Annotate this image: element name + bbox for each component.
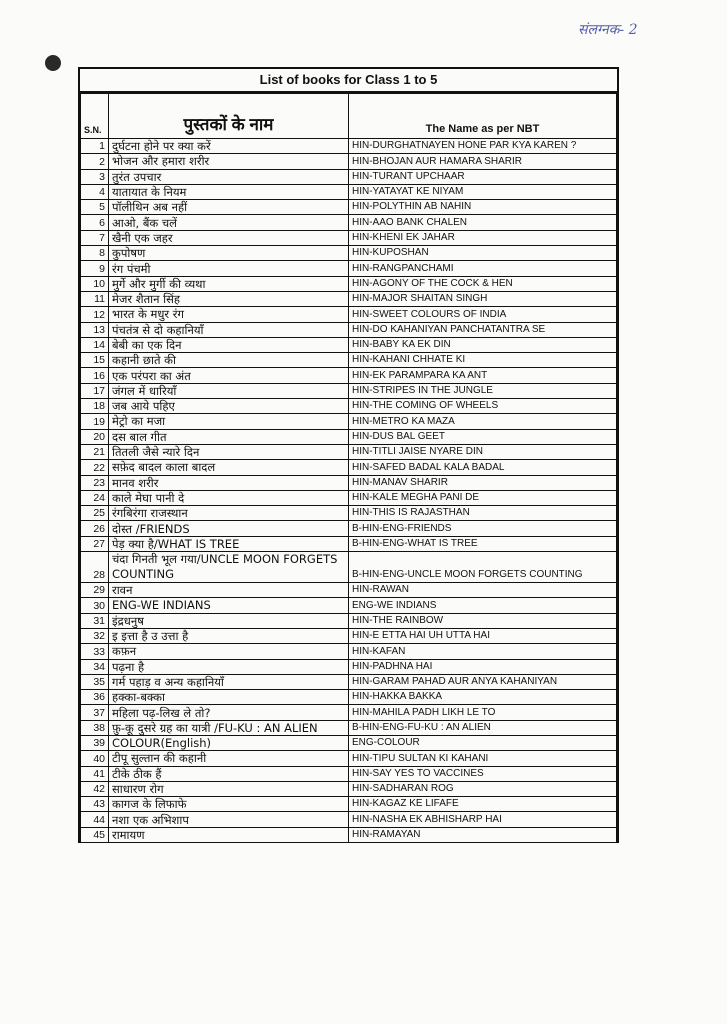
row-nbt-name: HIN-KAHANI CHHATE KI [349, 353, 617, 368]
header-sn: S.N. [81, 94, 109, 139]
row-hindi-name: दुर्घटना होने पर क्या करें [109, 139, 349, 154]
row-nbt-name: HIN-PADHNA HAI [349, 659, 617, 674]
row-hindi-name: रंगबिरंगा राजस्थान [109, 506, 349, 521]
row-sn: 44 [81, 812, 109, 827]
header-nbt-name: The Name as per NBT [349, 94, 617, 139]
row-nbt-name: HIN-SADHARAN ROG [349, 781, 617, 796]
row-hindi-name: तितली जैसे न्यारे दिन [109, 444, 349, 459]
row-hindi-name: कफ़न [109, 644, 349, 659]
row-sn: 19 [81, 414, 109, 429]
row-hindi-name: मेट्रो का मजा [109, 414, 349, 429]
book-list-sheet [78, 67, 619, 843]
table-row [81, 475, 617, 490]
table-row [81, 628, 617, 643]
row-sn: 5 [81, 200, 109, 215]
row-sn: 4 [81, 184, 109, 199]
row-hindi-name: ENG-WE INDIANS [109, 598, 349, 613]
row-sn: 2 [81, 154, 109, 169]
row-hindi-name: मेजर शैतान सिंह [109, 291, 349, 306]
row-nbt-name: HIN-GARAM PAHAD AUR ANYA KAHANIYAN [349, 674, 617, 689]
table-row [81, 139, 617, 154]
row-hindi-name: इ इत्ता है उ उत्ता है [109, 628, 349, 643]
row-sn: 16 [81, 368, 109, 383]
row-sn: 28 [81, 552, 109, 583]
row-nbt-name: HIN-TITLI JAISE NYARE DIN [349, 444, 617, 459]
table-row [81, 720, 617, 735]
row-sn: 7 [81, 230, 109, 245]
row-hindi-name: भोजन और हमारा शरीर [109, 154, 349, 169]
table-row [81, 827, 617, 842]
row-hindi-name: कागज के लिफाफे [109, 797, 349, 812]
table-row [81, 230, 617, 245]
row-nbt-name: HIN-BHOJAN AUR HAMARA SHARIR [349, 154, 617, 169]
table-row [81, 353, 617, 368]
table-row [81, 521, 617, 536]
table-row [81, 429, 617, 444]
row-sn: 15 [81, 353, 109, 368]
row-hindi-name: एक परंपरा का अंत [109, 368, 349, 383]
row-nbt-name: HIN-SAY YES TO VACCINES [349, 766, 617, 781]
row-hindi-name: भारत के मधुर रंग [109, 307, 349, 322]
row-hindi-name: पढ़ना है [109, 659, 349, 674]
row-hindi-name: हक्का-बक्का [109, 690, 349, 705]
table-row [81, 735, 617, 750]
row-nbt-name: HIN-THE COMING OF WHEELS [349, 399, 617, 414]
row-nbt-name: HIN-KUPOSHAN [349, 246, 617, 261]
row-hindi-name: COLOUR(English) [109, 735, 349, 750]
row-nbt-name: HIN-AGONY OF THE COCK & HEN [349, 276, 617, 291]
row-hindi-name: मुर्गे और मुर्गी की व्यथा [109, 276, 349, 291]
row-nbt-name: B-HIN-ENG-FRIENDS [349, 521, 617, 536]
table-row [81, 644, 617, 659]
row-nbt-name: HIN-SWEET COLOURS OF INDIA [349, 307, 617, 322]
punch-hole [45, 55, 61, 71]
row-hindi-name: कहानी छाते की [109, 353, 349, 368]
table-row [81, 766, 617, 781]
row-nbt-name: HIN-EK PARAMPARA KA ANT [349, 368, 617, 383]
row-sn: 30 [81, 598, 109, 613]
row-sn: 32 [81, 628, 109, 643]
row-nbt-name: HIN-RANGPANCHAMI [349, 261, 617, 276]
row-nbt-name: HIN-RAMAYAN [349, 827, 617, 842]
row-nbt-name: HIN-MANAV SHARIR [349, 475, 617, 490]
row-nbt-name: HIN-E ETTA HAI UH UTTA HAI [349, 628, 617, 643]
table-row [81, 200, 617, 215]
row-nbt-name: HIN-DURGHATNAYEN HONE PAR KYA KAREN ? [349, 139, 617, 154]
row-nbt-name: HIN-MAJOR SHAITAN SINGH [349, 291, 617, 306]
table-row [81, 751, 617, 766]
table-row [81, 276, 617, 291]
table-row [81, 705, 617, 720]
row-hindi-name: फ़ु-कू दुसरे ग्रह का यात्री /FU-KU : AN ALIEN [109, 720, 349, 735]
row-sn: 39 [81, 735, 109, 750]
row-sn: 10 [81, 276, 109, 291]
table-row [81, 460, 617, 475]
row-nbt-name: B-HIN-ENG-WHAT IS TREE [349, 536, 617, 551]
table-row [81, 169, 617, 184]
table-row [81, 536, 617, 551]
row-sn: 27 [81, 536, 109, 551]
row-sn: 11 [81, 291, 109, 306]
row-sn: 21 [81, 444, 109, 459]
row-nbt-name: ENG-WE INDIANS [349, 598, 617, 613]
table-row [81, 659, 617, 674]
table-row [81, 261, 617, 276]
row-nbt-name: HIN-METRO KA MAZA [349, 414, 617, 429]
row-nbt-name: HIN-HAKKA BAKKA [349, 690, 617, 705]
row-sn: 14 [81, 337, 109, 352]
table-row [81, 613, 617, 628]
row-sn: 23 [81, 475, 109, 490]
row-hindi-name: चंदा गिनती भूल गया/UNCLE MOON FORGETS COUNTING [109, 552, 349, 583]
table-row [81, 322, 617, 337]
table-row [81, 414, 617, 429]
table-row [81, 246, 617, 261]
row-sn: 40 [81, 751, 109, 766]
row-nbt-name: HIN-THE RAINBOW [349, 613, 617, 628]
table-row [81, 184, 617, 199]
row-sn: 45 [81, 827, 109, 842]
table-row [81, 399, 617, 414]
row-nbt-name: ENG-COLOUR [349, 735, 617, 750]
row-sn: 43 [81, 797, 109, 812]
row-hindi-name: बेबी का एक दिन [109, 337, 349, 352]
row-nbt-name: HIN-KAFAN [349, 644, 617, 659]
row-sn: 36 [81, 690, 109, 705]
row-nbt-name: HIN-SAFED BADAL KALA BADAL [349, 460, 617, 475]
row-sn: 9 [81, 261, 109, 276]
table-row [81, 506, 617, 521]
row-sn: 12 [81, 307, 109, 322]
table-row [81, 383, 617, 398]
row-sn: 38 [81, 720, 109, 735]
table-row [81, 674, 617, 689]
row-hindi-name: यातायात के नियम [109, 184, 349, 199]
row-sn: 31 [81, 613, 109, 628]
row-hindi-name: आओ, बैंक चलें [109, 215, 349, 230]
table-row [81, 583, 617, 598]
row-hindi-name: टीके ठीक हैं [109, 766, 349, 781]
row-sn: 17 [81, 383, 109, 398]
row-nbt-name: HIN-YATAYAT KE NIYAM [349, 184, 617, 199]
table-row [81, 337, 617, 352]
table-row [81, 215, 617, 230]
row-hindi-name: टीपू सुल्तान की कहानी [109, 751, 349, 766]
row-nbt-name: HIN-RAWAN [349, 583, 617, 598]
row-sn: 25 [81, 506, 109, 521]
row-nbt-name: HIN-BABY KA EK DIN [349, 337, 617, 352]
row-hindi-name: खैनी एक जहर [109, 230, 349, 245]
row-sn: 24 [81, 490, 109, 505]
row-sn: 18 [81, 399, 109, 414]
row-hindi-name: रंग पंचमी [109, 261, 349, 276]
row-nbt-name: B-HIN-ENG-FU-KU : AN ALIEN [349, 720, 617, 735]
row-sn: 3 [81, 169, 109, 184]
header-hindi-name: पुस्तकों के नाम [109, 94, 349, 139]
book-table [80, 93, 617, 843]
row-hindi-name: तुरंत उपचार [109, 169, 349, 184]
header-row [81, 94, 617, 139]
row-hindi-name: साधारण रोग [109, 781, 349, 796]
table-row [81, 690, 617, 705]
row-hindi-name: सफ़ेद बादल काला बादल [109, 460, 349, 475]
row-nbt-name: HIN-KHENI EK JAHAR [349, 230, 617, 245]
row-hindi-name: दस बाल गीत [109, 429, 349, 444]
row-sn: 20 [81, 429, 109, 444]
row-sn: 34 [81, 659, 109, 674]
table-row [81, 307, 617, 322]
row-hindi-name: जब आये पहिए [109, 399, 349, 414]
row-nbt-name: HIN-KALE MEGHA PANI DE [349, 490, 617, 505]
row-sn: 29 [81, 583, 109, 598]
row-hindi-name: गर्म पहाड़ व अन्य कहानियाँ [109, 674, 349, 689]
row-hindi-name: पंचतंत्र से दो कहानियाँ [109, 322, 349, 337]
row-sn: 8 [81, 246, 109, 261]
table-row [81, 598, 617, 613]
table-row [81, 291, 617, 306]
row-nbt-name: HIN-THIS IS RAJASTHAN [349, 506, 617, 521]
row-nbt-name: HIN-MAHILA PADH LIKH LE TO [349, 705, 617, 720]
row-nbt-name: HIN-POLYTHIN AB NAHIN [349, 200, 617, 215]
row-nbt-name: HIN-AAO BANK CHALEN [349, 215, 617, 230]
table-row [81, 812, 617, 827]
row-hindi-name: कुपोषण [109, 246, 349, 261]
row-nbt-name: B-HIN-ENG-UNCLE MOON FORGETS COUNTING [349, 552, 617, 583]
row-sn: 37 [81, 705, 109, 720]
row-sn: 1 [81, 139, 109, 154]
row-hindi-name: दोस्त /FRIENDS [109, 521, 349, 536]
row-sn: 33 [81, 644, 109, 659]
table-row [81, 797, 617, 812]
row-sn: 42 [81, 781, 109, 796]
row-nbt-name: HIN-DO KAHANIYAN PANCHATANTRA SE [349, 322, 617, 337]
row-hindi-name: इंद्रधनुष [109, 613, 349, 628]
row-hindi-name: नशा एक अभिशाप [109, 812, 349, 827]
row-hindi-name: मानव शरीर [109, 475, 349, 490]
row-hindi-name: रामायण [109, 827, 349, 842]
row-hindi-name: पेड़ क्या है/WHAT IS TREE [109, 536, 349, 551]
row-nbt-name: HIN-DUS BAL GEET [349, 429, 617, 444]
row-sn: 6 [81, 215, 109, 230]
row-hindi-name: रावन [109, 583, 349, 598]
row-hindi-name: जंगल में धारियाँ [109, 383, 349, 398]
table-row [81, 154, 617, 169]
table-row [81, 781, 617, 796]
handwritten-annotation: संलग्नक- 2 [578, 22, 638, 38]
table-row [81, 368, 617, 383]
row-nbt-name: HIN-NASHA EK ABHISHARP HAI [349, 812, 617, 827]
row-hindi-name: पॉलीथिन अब नहीं [109, 200, 349, 215]
row-sn: 41 [81, 766, 109, 781]
table-row [81, 490, 617, 505]
row-hindi-name: काले मेघा पानी दे [109, 490, 349, 505]
row-hindi-name: महिला पढ़-लिख ले तो? [109, 705, 349, 720]
row-sn: 13 [81, 322, 109, 337]
row-nbt-name: HIN-TURANT UPCHAAR [349, 169, 617, 184]
row-sn: 22 [81, 460, 109, 475]
page-title: List of books for Class 1 to 5 [80, 69, 617, 93]
table-row [81, 552, 617, 583]
row-sn: 35 [81, 674, 109, 689]
table-row [81, 444, 617, 459]
row-nbt-name: HIN-STRIPES IN THE JUNGLE [349, 383, 617, 398]
row-nbt-name: HIN-TIPU SULTAN KI KAHANI [349, 751, 617, 766]
row-sn: 26 [81, 521, 109, 536]
row-nbt-name: HIN-KAGAZ KE LIFAFE [349, 797, 617, 812]
